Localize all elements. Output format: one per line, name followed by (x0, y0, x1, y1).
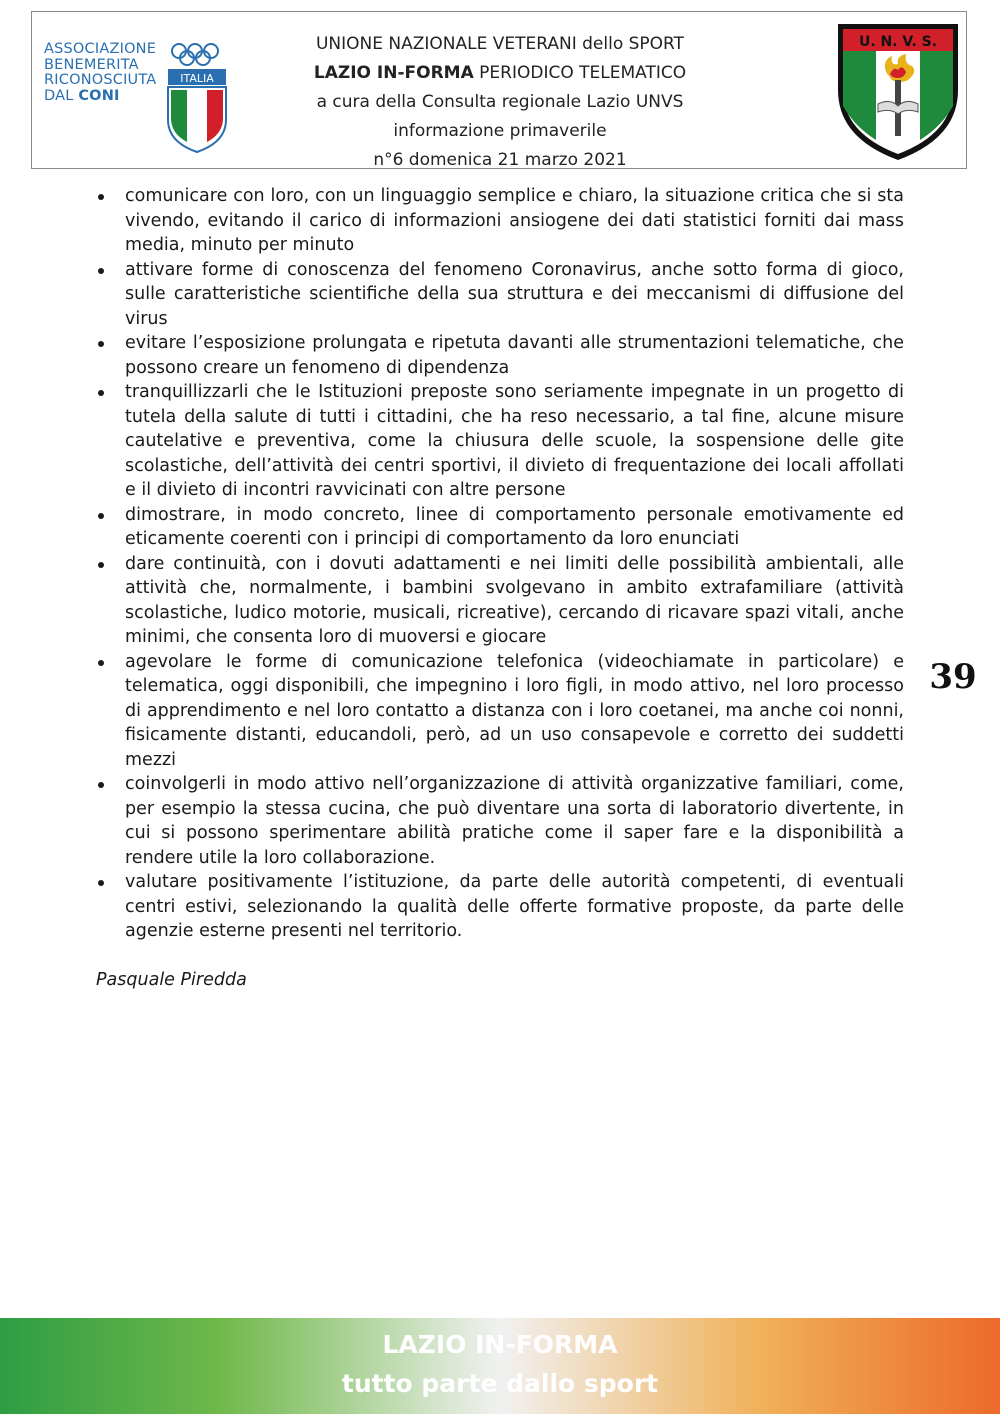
coni-logo-text (44, 42, 176, 104)
unvs-shield-icon (834, 20, 962, 162)
list-item (96, 331, 904, 380)
list-item (96, 772, 904, 870)
coni-logo-prefix: DAL (44, 87, 79, 104)
list-item (96, 650, 904, 773)
header-line-edition: informazione primaverile (393, 121, 607, 141)
list-item (96, 380, 904, 503)
list-item (96, 258, 904, 332)
bullet-icon (98, 268, 104, 274)
page-footer (0, 1318, 1000, 1414)
list-item-text: dimostrare, in modo concreto, linee di comportamento personale emotivamente ed eticamente coerenti con i principi di comportamento da loro enunciati (125, 504, 904, 549)
header-line-organization: UNIONE NAZIONALE VETERANI dello SPORT (315, 34, 685, 54)
list-item-text: evitare l’esposizione prolungata e ripetuta davanti alle strumentazioni telematiche, che possono creare un fenomeno di dipendenza (125, 333, 904, 378)
coni-logo-coni: CONI (78, 87, 120, 104)
list-item (96, 184, 904, 258)
list-item-text: valutare positivamente l’istituzione, da parte delle autorità competenti, di eventuali centri estivi, selezionando la qualità delle offerte formative proposte, da parte delle agenzie esterne presenti nel territorio. (125, 872, 904, 941)
list-item (96, 870, 904, 944)
recommendation-list (96, 184, 904, 944)
page-header (31, 11, 967, 169)
header-periodical-name: LAZIO IN-FORMA (313, 63, 474, 83)
list-item-text: attivare forme di conoscenza del fenomeno Coronavirus, anche sotto forma di gioco, sulle caratteristiche scientifiche della sua struttura e dei meccanismi di diffusione del virus (125, 259, 904, 329)
coni-logo (44, 42, 254, 154)
list-item-text: coinvolgerli in modo attivo nell’organizzazione di attività organizzative familiari, come, per esempio la stessa cucina, che può diventare una sorta di laboratorio divertente, in cui si possono sperimentare abilità pratiche come il saper fare e la disponibilità a rendere utile la loro collaborazione. (125, 774, 904, 868)
page-number: 39 (929, 657, 977, 697)
list-item (96, 503, 904, 552)
article-body (96, 184, 904, 990)
footer-title: LAZIO IN-FORMA (382, 1330, 618, 1359)
italia-badge-text: ITALIA (180, 72, 214, 85)
list-item (96, 552, 904, 650)
header-line-periodical (262, 59, 738, 88)
bullet-icon (98, 660, 104, 666)
italia-shield-icon (166, 42, 232, 154)
list-item-text: comunicare con loro, con un linguaggio semplice e chiaro, la situazione critica che si sta vivendo, evitando il carico di informazioni ansiogene dei dati statistici forniti dai mass media, minuto per minuto (125, 186, 904, 255)
list-item-text: dare continuità, con i dovuti adattamenti e nei limiti delle possibilità ambientali, alle attività che, normalmente, i bambini svolgevano in ambito extrafamiliare (attività scolastiche, ludico motorie, musicali, ricreative), cercando di ricavare spazi vitali, anche minimi, che consenta loro di muoversi e giocare (125, 553, 904, 647)
header-line-editor: a cura della Consulta regionale Lazio UNVS (316, 92, 684, 112)
list-item-text: agevolare le forme di comunicazione telefonica (videochiamate in particolare) e telematica, oggi disponibili, che impegnino i loro figli, in modo attivo, nel loro processo di apprendimento e nel loro contatto a distanza con i loro coetanei, ma anche coi nonni, fisicamente distanti, educandoli, però, ad un uso consapevole e corretto dei suddetti mezzi (125, 651, 904, 770)
author-signature: Pasquale Piredda (96, 969, 247, 990)
bullet-icon (98, 782, 104, 788)
coni-logo-line: RICONOSCIUTA (44, 72, 157, 88)
footer-slogan: tutto parte dallo sport (341, 1369, 659, 1398)
bullet-icon (98, 513, 104, 519)
header-periodical-type: PERIODICO TELEMATICO (473, 63, 687, 83)
bullet-icon (98, 194, 104, 200)
list-item-text: tranquillizzarli che le Istituzioni preposte sono seriamente impegnate in un progetto di tutela della salute di tutti i cittadini, che ha reso necessario, a tal fine, alcune misure cautelative e preventiva, come la chiusura delle scuole, la sospensione delle gite scolastiche, dell’attività dei centri sportivi, il divieto di frequentazione dei locali affollati e il divieto di incontri ravvicinati con altre persone (125, 382, 904, 500)
bullet-icon (98, 880, 104, 886)
bullet-icon (98, 562, 104, 568)
coni-logo-line (44, 89, 176, 105)
coni-logo-line: ASSOCIAZIONE (44, 41, 157, 57)
header-line-issue-date: n°6 domenica 21 marzo 2021 (373, 150, 627, 170)
coni-logo-line: BENEMERITA (44, 56, 139, 73)
unvs-logo-text: U. N. V. S. (858, 34, 938, 50)
header-title-block (262, 30, 738, 175)
bullet-icon (98, 390, 104, 396)
bullet-icon (98, 341, 104, 347)
